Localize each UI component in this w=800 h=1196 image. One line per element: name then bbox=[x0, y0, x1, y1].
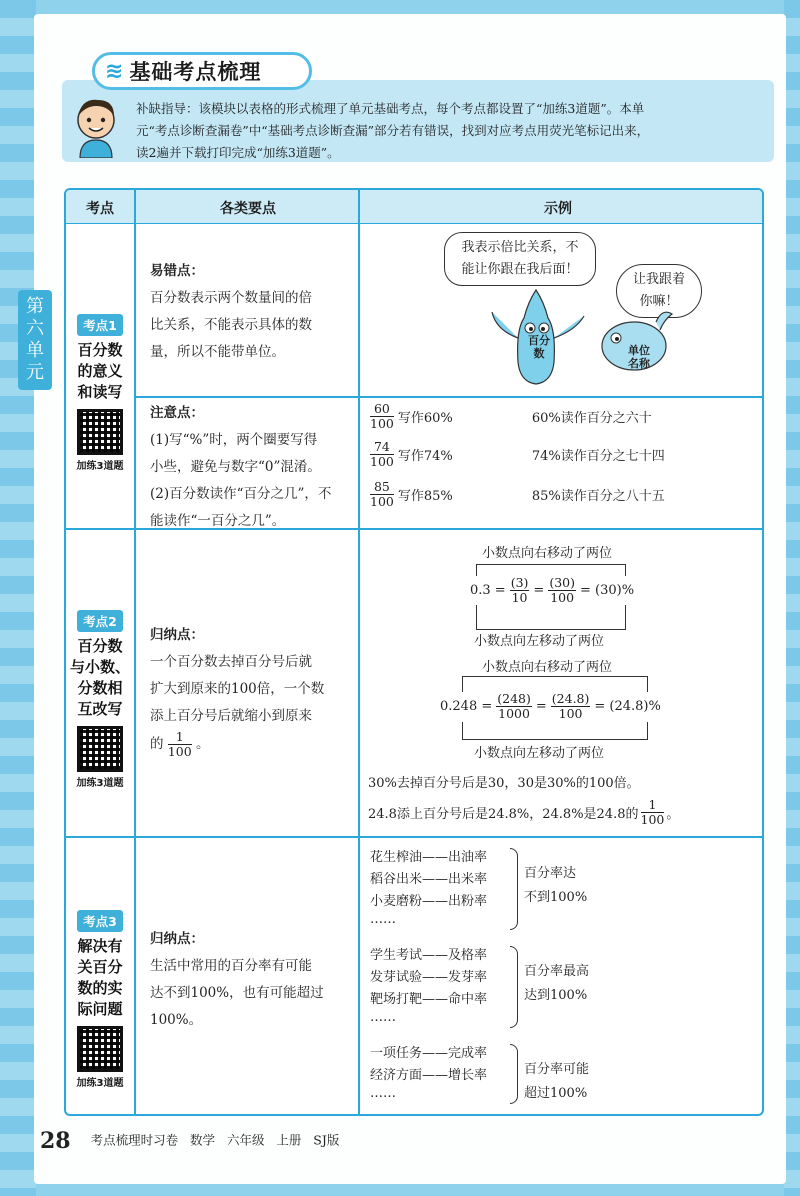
kaodian-3-name-line: 关百分 bbox=[77, 958, 123, 976]
knowledge-table bbox=[64, 188, 764, 1116]
kp3-group-item: …… bbox=[370, 1086, 396, 1101]
tip-line: 元“考点诊断查漏卷”中“基础考点诊断查漏”部分若有错误，找到对应考点用荧光笔标记出来， bbox=[136, 123, 650, 138]
fraction bbox=[551, 692, 591, 721]
speech-bubble-percent bbox=[444, 232, 596, 286]
kp1-point1-line: 百分数表示两个数量间的倍 bbox=[150, 290, 312, 306]
kp3-line: 100%。 bbox=[150, 1012, 203, 1028]
equation-2 bbox=[438, 692, 663, 721]
char-label-line: 单位 bbox=[628, 344, 650, 357]
bubble-line: 你嘛！ bbox=[639, 294, 679, 309]
col-divider bbox=[358, 190, 360, 1114]
section-title-badge bbox=[92, 52, 312, 90]
kaodian-1-name-line: 的意义 bbox=[77, 362, 123, 380]
boy-avatar-icon bbox=[68, 94, 124, 158]
kp2-line: 一个百分数去掉百分号后就 bbox=[150, 654, 312, 670]
kp1-point2-line: 小些，避免与数字“0”混淆。 bbox=[150, 459, 321, 475]
kp2-line-post: 。 bbox=[195, 736, 210, 752]
kp3-summary bbox=[150, 926, 354, 1034]
kaodian-1-name-line: 和读写 bbox=[77, 383, 123, 401]
qr-code-icon[interactable] bbox=[77, 1026, 123, 1072]
write-as: 写作85% bbox=[397, 489, 453, 504]
equation-1 bbox=[468, 576, 636, 605]
bubble-line: 让我跟着 bbox=[632, 272, 685, 287]
kaodian-1 bbox=[70, 314, 130, 472]
eq-part: 0.3 = bbox=[470, 583, 506, 598]
kp1-point2-line: (2)百分数读作“百分之几”，不 bbox=[150, 486, 332, 502]
kp1-point2 bbox=[150, 400, 354, 535]
kp2-line bbox=[150, 730, 354, 759]
kaodian-2 bbox=[70, 610, 130, 789]
denominator: 100 bbox=[640, 812, 665, 827]
kaodian-3-name-line: 际问题 bbox=[77, 1000, 123, 1018]
write-as: 写作74% bbox=[397, 449, 453, 464]
percent-character-label bbox=[528, 334, 550, 360]
kp3-group-item: 经济方面——增长率 bbox=[370, 1068, 488, 1083]
tip-line: 读2遍并下载打印完成“加练3道题”。 bbox=[136, 145, 340, 160]
fraction bbox=[510, 576, 530, 605]
qr-code-icon[interactable] bbox=[77, 726, 123, 772]
tip-line: 补缺指导：该模块以表格的形式梳理了单元基础考点，每个考点都设置了“加练3道题”。本单 bbox=[136, 101, 645, 116]
kp1-point1-line: 比关系，不能表示具体的数 bbox=[150, 317, 312, 333]
kp1-example-row bbox=[370, 480, 665, 509]
kp3-head: 归纳点： bbox=[150, 931, 204, 947]
kp3-group-note bbox=[524, 862, 587, 910]
unit-side-tab bbox=[18, 290, 52, 390]
fraction bbox=[496, 692, 532, 721]
kp1-point2-line: (1)写“%”时，两个圈要写得 bbox=[150, 432, 318, 448]
kaodian-3 bbox=[70, 910, 130, 1089]
read-as: 60%读作百分之六十 bbox=[531, 411, 652, 426]
numerator: (24.8) bbox=[551, 691, 590, 706]
page-footer bbox=[40, 1128, 339, 1154]
arrow-box-bottom bbox=[476, 610, 626, 630]
kp3-brace bbox=[510, 1044, 518, 1104]
kaodian-2-name-line: 分数相 bbox=[77, 679, 123, 697]
bubble-line: 我表示倍比关系，不 bbox=[461, 240, 579, 255]
char-label-line: 百分 bbox=[528, 334, 550, 347]
arrow-box-bottom bbox=[462, 722, 648, 740]
note-line: 超过100% bbox=[524, 1086, 588, 1101]
kp2-line: 添上百分号后就缩小到原来 bbox=[150, 708, 312, 724]
numerator: 1 bbox=[168, 730, 192, 745]
note-line: 百分率达 bbox=[524, 866, 577, 881]
eq-sign: = bbox=[535, 699, 547, 714]
numerator: 1 bbox=[641, 798, 665, 813]
header-col-kaodian: 考点 bbox=[86, 201, 114, 217]
kp1-point1-head: 易错点： bbox=[150, 263, 204, 279]
denominator: 100 bbox=[370, 454, 394, 469]
kp3-brace bbox=[510, 946, 518, 1028]
note-line: 百分率最高 bbox=[524, 964, 590, 979]
kp2-head: 归纳点： bbox=[150, 627, 204, 643]
wave-icon: ≋ bbox=[105, 58, 124, 84]
move-left-label-1: 小数点向左移动了两位 bbox=[474, 634, 605, 649]
char-label-line: 名称 bbox=[628, 357, 650, 370]
kp1-point2-line: 能读作“一百分之几”。 bbox=[150, 513, 286, 529]
bubble-line: 能让你跟在我后面！ bbox=[461, 262, 579, 277]
kp3-line: 生活中常用的百分率有可能 bbox=[150, 958, 312, 974]
kp3-group-item: 小麦磨粉——出粉率 bbox=[370, 894, 488, 909]
kp1-example-row bbox=[370, 440, 665, 469]
section-title: 基础考点梳理 bbox=[129, 60, 262, 84]
eq-part: 0.248 = bbox=[440, 699, 493, 714]
note-line: 百分率可能 bbox=[524, 1062, 590, 1077]
denominator: 100 bbox=[550, 590, 575, 605]
numerator: 85 bbox=[370, 480, 394, 495]
char-label-line: 数 bbox=[533, 347, 545, 360]
right-border-decoration bbox=[784, 0, 800, 1196]
fraction bbox=[641, 798, 665, 827]
kp3-group-item: 学生考试——及格率 bbox=[370, 948, 488, 963]
unit-side-tab-label: 第六单元 bbox=[26, 296, 44, 383]
kp1-point1-line: 量，所以不能带单位。 bbox=[150, 344, 285, 360]
col-divider bbox=[134, 190, 136, 1114]
kp3-group-item: 稻谷出米——出米率 bbox=[370, 872, 488, 887]
kaodian-2-name-line: 与小数、 bbox=[70, 658, 131, 676]
qr-code-icon[interactable] bbox=[77, 409, 123, 455]
eq-sign: = bbox=[533, 583, 545, 598]
kp2-line: 扩大到原来的100倍，一个数 bbox=[150, 681, 325, 697]
left-border-decoration bbox=[0, 0, 36, 1196]
kp3-group-note bbox=[524, 960, 589, 1008]
read-as: 74%读作百分之七十四 bbox=[531, 449, 665, 464]
write-as: 写作60% bbox=[397, 411, 453, 426]
fraction bbox=[168, 730, 192, 759]
numerator: (248) bbox=[497, 691, 531, 706]
fraction bbox=[370, 440, 394, 469]
kp3-group-item: 花生榨油——出油率 bbox=[370, 850, 488, 865]
kp1-point2-head: 注意点： bbox=[150, 405, 204, 421]
note-part: 。 bbox=[666, 807, 680, 822]
numerator: 74 bbox=[370, 440, 394, 455]
kaodian-2-name-line: 百分数 bbox=[77, 637, 123, 655]
row-divider bbox=[134, 396, 764, 398]
footer-text: 考点梳理时习卷 数学 六年级 上册 SJ版 bbox=[90, 1132, 340, 1148]
eq-part: = (24.8)% bbox=[594, 699, 661, 714]
note-part: 24.8添上百分号后是24.8%，24.8%是24.8的 bbox=[368, 807, 639, 822]
kp2-note-2 bbox=[368, 798, 679, 827]
fraction bbox=[548, 576, 576, 605]
move-right-label-2: 小数点向右移动了两位 bbox=[482, 660, 613, 675]
note-line: 达到100% bbox=[524, 988, 588, 1003]
qr-label: 加练3道题 bbox=[76, 461, 124, 472]
numerator: (3) bbox=[510, 575, 529, 590]
denominator: 100 bbox=[370, 494, 394, 509]
move-right-label-1: 小数点向右移动了两位 bbox=[482, 546, 613, 561]
fraction bbox=[370, 402, 394, 431]
header-col-points: 各类要点 bbox=[220, 201, 276, 217]
kp2-note-1: 30%去掉百分号后是30，30是30%的100倍。 bbox=[368, 776, 640, 791]
kp3-brace bbox=[510, 848, 518, 930]
row-divider bbox=[66, 836, 762, 838]
kp2-line-pre: 的 bbox=[150, 736, 164, 752]
page-number: 28 bbox=[40, 1128, 71, 1154]
kp3-line: 达不到100%，也有可能超过 bbox=[150, 985, 324, 1001]
kaodian-3-tag: 考点3 bbox=[77, 910, 123, 932]
kp3-group-item: 发芽试验——发芽率 bbox=[370, 970, 488, 985]
move-left-label-2: 小数点向左移动了两位 bbox=[474, 746, 605, 761]
tip-text bbox=[136, 98, 766, 164]
kp1-point1 bbox=[150, 258, 350, 366]
denominator: 10 bbox=[511, 590, 528, 605]
kaodian-3-name-line: 数的实 bbox=[77, 979, 123, 997]
numerator: 60 bbox=[370, 402, 394, 417]
kaodian-1-name-line: 百分数 bbox=[77, 341, 123, 359]
unit-character-label bbox=[628, 344, 650, 370]
eq-part: = (30)% bbox=[580, 583, 635, 598]
denominator: 1000 bbox=[498, 706, 530, 721]
table-header bbox=[66, 190, 762, 224]
note-line: 不到100% bbox=[524, 890, 588, 905]
denominator: 100 bbox=[167, 744, 192, 759]
kp1-example-row bbox=[370, 402, 652, 431]
kaodian-1-tag: 考点1 bbox=[77, 314, 123, 336]
read-as: 85%读作百分之八十五 bbox=[531, 489, 665, 504]
kp3-group-item: …… bbox=[370, 912, 396, 927]
numerator: (30) bbox=[549, 575, 575, 590]
qr-label: 加练3道题 bbox=[76, 778, 124, 789]
kp3-group-item: …… bbox=[370, 1010, 396, 1025]
denominator: 100 bbox=[558, 706, 583, 721]
header-col-examples: 示例 bbox=[544, 201, 572, 217]
denominator: 100 bbox=[370, 416, 394, 431]
kp3-group-note bbox=[524, 1058, 589, 1106]
kaodian-2-name-line: 互改写 bbox=[77, 700, 123, 718]
kaodian-2-tag: 考点2 bbox=[77, 610, 123, 632]
kp3-group-item: 靶场打靶——命中率 bbox=[370, 992, 488, 1007]
kp3-group-item: 一项任务——完成率 bbox=[370, 1046, 488, 1061]
qr-label: 加练3道题 bbox=[76, 1078, 124, 1089]
kp2-summary bbox=[150, 622, 354, 759]
kaodian-3-name-line: 解决有 bbox=[77, 937, 123, 955]
fraction bbox=[370, 480, 394, 509]
